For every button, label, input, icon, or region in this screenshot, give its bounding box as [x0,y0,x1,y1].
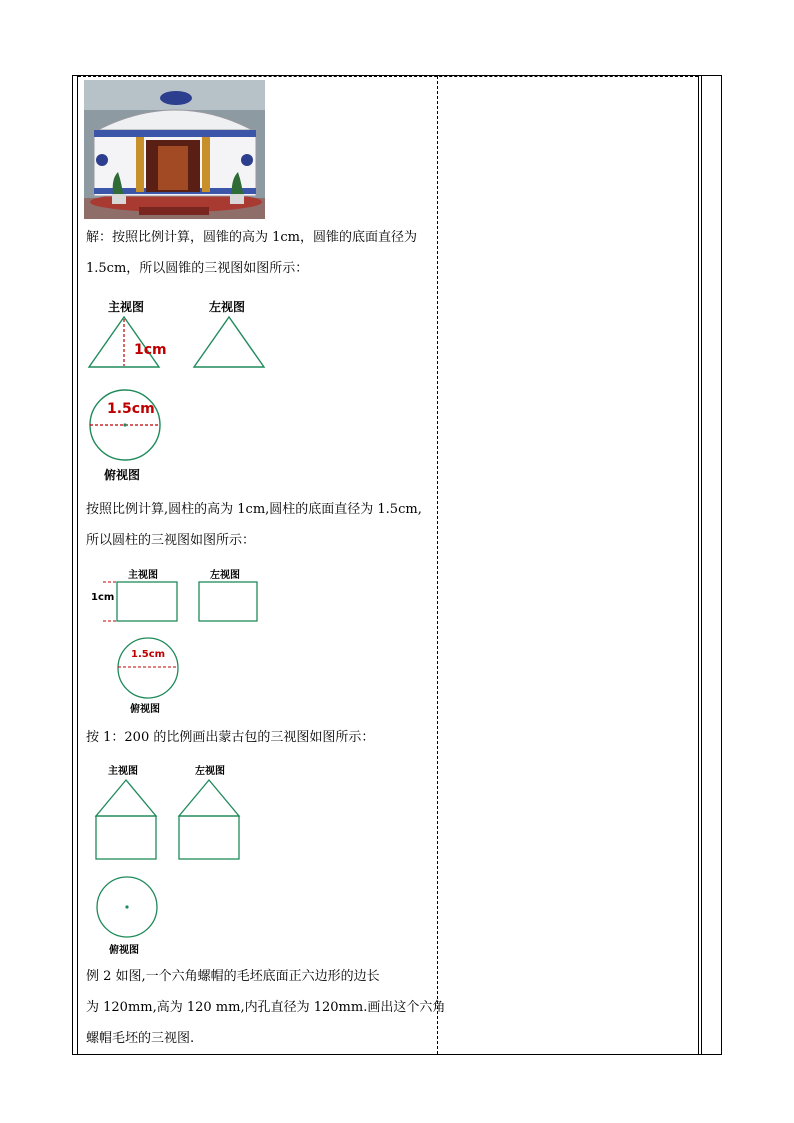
example-2-line-1: 例 2 如图,一个六角螺帽的毛坯底面正六边形的边长 [86,969,380,984]
column-divider [437,76,438,1054]
cell-border-bottom [78,1054,698,1055]
table-frame [72,75,722,1055]
cone-height-dimension: 1cm [134,342,167,358]
cell-border-top [78,76,698,77]
solution-line-1: 解：按照比例计算，圆锥的高为 1cm，圆锥的底面直径为 [86,230,418,245]
yurt-top-view-label: 俯视图 [109,945,139,956]
cone-front-view-label: 主视图 [108,300,145,314]
cone-side-view-label: 左视图 [209,300,246,314]
cylinder-top-view-label: 俯视图 [130,704,160,715]
cylinder-front-view-label: 主视图 [128,570,158,581]
solution-line-2: 1.5cm，所以圆锥的三视图如图所示： [86,261,309,276]
cone-diameter-dimension: 1.5cm [107,401,155,417]
yurt-text-line-1: 按 1：200 的比例画出蒙古包的三视图如图所示： [86,730,375,745]
yurt-front-view-label: 主视图 [108,766,138,777]
cylinder-side-view-label: 左视图 [210,570,240,581]
cylinder-side-view [197,580,259,624]
yurt-photo [84,80,265,219]
cone-side-view [191,314,267,370]
cylinder-text-line-1: 按照比例计算,圆柱的高为 1cm,圆柱的底面直径为 1.5cm, [86,502,422,517]
cylinder-diameter-dimension: 1.5cm [131,649,166,660]
table-inner-border [77,75,78,1055]
cylinder-front-view [103,580,179,624]
right-column-border-2 [701,75,702,1055]
yurt-front-view [94,778,160,862]
example-2-line-3: 螺帽毛坯的三视图. [86,1031,195,1046]
example-2-line-2: 为 120mm,高为 120 mm,内孔直径为 120mm.画出这个六角 [86,1000,446,1015]
right-column-border [698,75,699,1055]
yurt-top-view [95,876,159,940]
cone-top-view-label: 俯视图 [104,468,141,482]
cone-top-view [86,388,164,466]
cylinder-text-line-2: 所以圆柱的三视图如图所示： [86,533,256,548]
yurt-side-view-label: 左视图 [195,766,225,777]
cylinder-height-dimension: 1cm [91,592,115,603]
yurt-side-view [177,778,243,862]
cylinder-top-view [116,636,180,700]
